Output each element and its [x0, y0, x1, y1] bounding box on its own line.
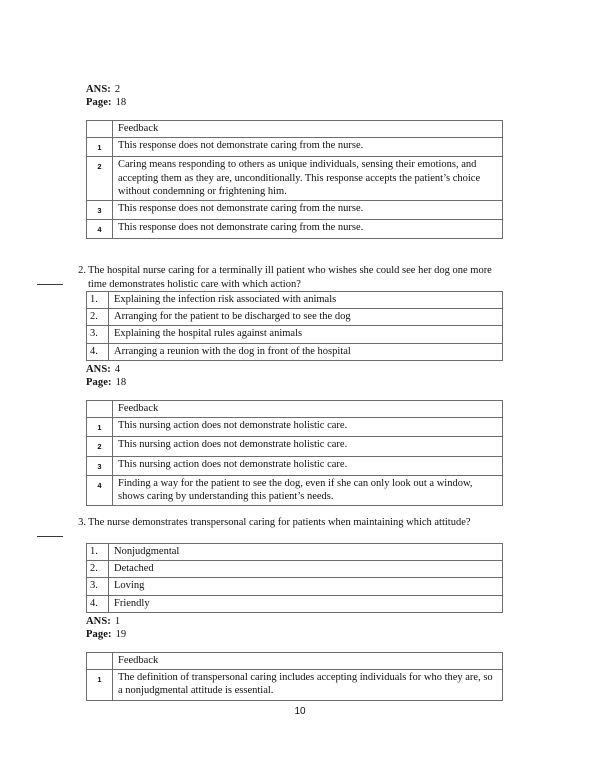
feedback-num-cell: [87, 121, 113, 138]
page-value: 18: [115, 96, 127, 108]
question-2-blank[interactable]: [37, 274, 63, 285]
feedback-num-cell: 2: [87, 437, 113, 456]
option-text-cell: Arranging a reunion with the dog in front of the hospital: [109, 343, 503, 360]
table-row: [87, 138, 503, 157]
page-label: Page:: [86, 96, 112, 108]
question-3-number: 3.: [78, 517, 86, 528]
feedback-table-3: [86, 652, 503, 701]
table-row: [87, 475, 503, 505]
question-3-blank[interactable]: [37, 526, 63, 537]
feedback-num-cell: [87, 653, 113, 670]
table-row: [87, 418, 503, 437]
feedback-header-cell: Feedback: [113, 121, 503, 138]
option-num-cell: 4.: [87, 343, 109, 360]
feedback-text-cell: The definition of transpersonal caring includes accepting individuals for who they are, so a nonjudgmental attitude is essential.: [113, 670, 503, 700]
feedback-text-cell: This nursing action does not demonstrate holistic care.: [113, 437, 503, 456]
answer-block-3: [86, 616, 126, 641]
feedback-num-cell: 1: [87, 670, 113, 700]
option-num-cell: 2.: [87, 561, 109, 578]
option-text-cell: Detached: [109, 561, 503, 578]
option-text-cell: Explaining the infection risk associated with animals: [109, 292, 503, 309]
page-value: 18: [115, 376, 127, 388]
ans-value: 2: [114, 84, 121, 95]
ans-line: [86, 616, 126, 629]
table-row: [87, 220, 503, 239]
table-row[interactable]: [87, 326, 503, 343]
feedback-num-cell: 4: [87, 475, 113, 505]
feedback-header-cell: Feedback: [113, 653, 503, 670]
table-row[interactable]: [87, 578, 503, 595]
feedback-header-cell: Feedback: [113, 401, 503, 418]
feedback-text-cell: This nursing action does not demonstrate holistic care.: [113, 456, 503, 475]
feedback-table-1: [86, 120, 503, 239]
table-row[interactable]: [87, 561, 503, 578]
feedback-num-cell: 4: [87, 220, 113, 239]
table-row: [87, 121, 503, 138]
question-2-stem: The hospital nurse caring for a terminally ill patient who wishes she could see her dog one more time demonstrates holistic care with which action?: [88, 265, 492, 290]
page-line: [86, 97, 126, 110]
feedback-num-cell: 1: [87, 138, 113, 157]
option-num-cell: 2.: [87, 309, 109, 326]
page-number: 10: [294, 706, 306, 717]
ans-line: [86, 84, 126, 97]
option-text-cell: Arranging for the patient to be discharged to see the dog: [109, 309, 503, 326]
ans-value: 1: [114, 616, 121, 627]
ans-label: ANS:: [86, 364, 111, 375]
feedback-text-cell: This response does not demonstrate caring from the nurse.: [113, 220, 503, 239]
ans-line: [86, 364, 126, 377]
answer-block-2: [86, 364, 126, 389]
feedback-text-cell: Caring means responding to others as unique individuals, sensing their emotions, and accepting them as they are, unconditionally. This response accepts the patient’s choice without condemning or frightening him.: [113, 157, 503, 201]
feedback-text-cell: This nursing action does not demonstrate holistic care.: [113, 418, 503, 437]
feedback-num-cell: 2: [87, 157, 113, 201]
table-row: [87, 456, 503, 475]
table-row: [87, 437, 503, 456]
ans-label: ANS:: [86, 84, 111, 95]
feedback-text-cell: This response does not demonstrate caring from the nurse.: [113, 201, 503, 220]
table-row: [87, 157, 503, 201]
option-text-cell: Loving: [109, 578, 503, 595]
table-row[interactable]: [87, 292, 503, 309]
feedback-num-cell: 1: [87, 418, 113, 437]
option-text-cell: Friendly: [109, 595, 503, 612]
option-text-cell: Nonjudgmental: [109, 544, 503, 561]
option-num-cell: 1.: [87, 292, 109, 309]
option-text-cell: Explaining the hospital rules against animals: [109, 326, 503, 343]
options-table-3: [86, 543, 503, 613]
option-num-cell: 1.: [87, 544, 109, 561]
options-table-2: [86, 291, 503, 361]
feedback-num-cell: 3: [87, 456, 113, 475]
table-row: [87, 670, 503, 700]
table-row[interactable]: [87, 309, 503, 326]
page-line: [86, 629, 126, 642]
feedback-num-cell: [87, 401, 113, 418]
table-row[interactable]: [87, 595, 503, 612]
feedback-text-cell: Finding a way for the patient to see the dog, even if she can only look out a window, shows caring by understanding this patient’s needs.: [113, 475, 503, 505]
page-value: 19: [115, 628, 127, 640]
ans-value: 4: [114, 364, 121, 375]
option-num-cell: 3.: [87, 326, 109, 343]
answer-block-1: [86, 84, 126, 109]
ans-label: ANS:: [86, 616, 111, 627]
page-label: Page:: [86, 628, 112, 640]
question-3-stem: The nurse demonstrates transpersonal caring for patients when maintaining which attitude?: [88, 517, 471, 528]
table-row: [87, 653, 503, 670]
page-label: Page:: [86, 376, 112, 388]
feedback-num-cell: 3: [87, 201, 113, 220]
feedback-table-2: [86, 400, 503, 506]
table-row[interactable]: [87, 544, 503, 561]
feedback-text-cell: This response does not demonstrate caring from the nurse.: [113, 138, 503, 157]
table-row[interactable]: [87, 343, 503, 360]
question-2-number: 2.: [78, 265, 86, 276]
page-line: [86, 377, 126, 390]
table-row: [87, 401, 503, 418]
option-num-cell: 3.: [87, 578, 109, 595]
option-num-cell: 4.: [87, 595, 109, 612]
table-row: [87, 201, 503, 220]
